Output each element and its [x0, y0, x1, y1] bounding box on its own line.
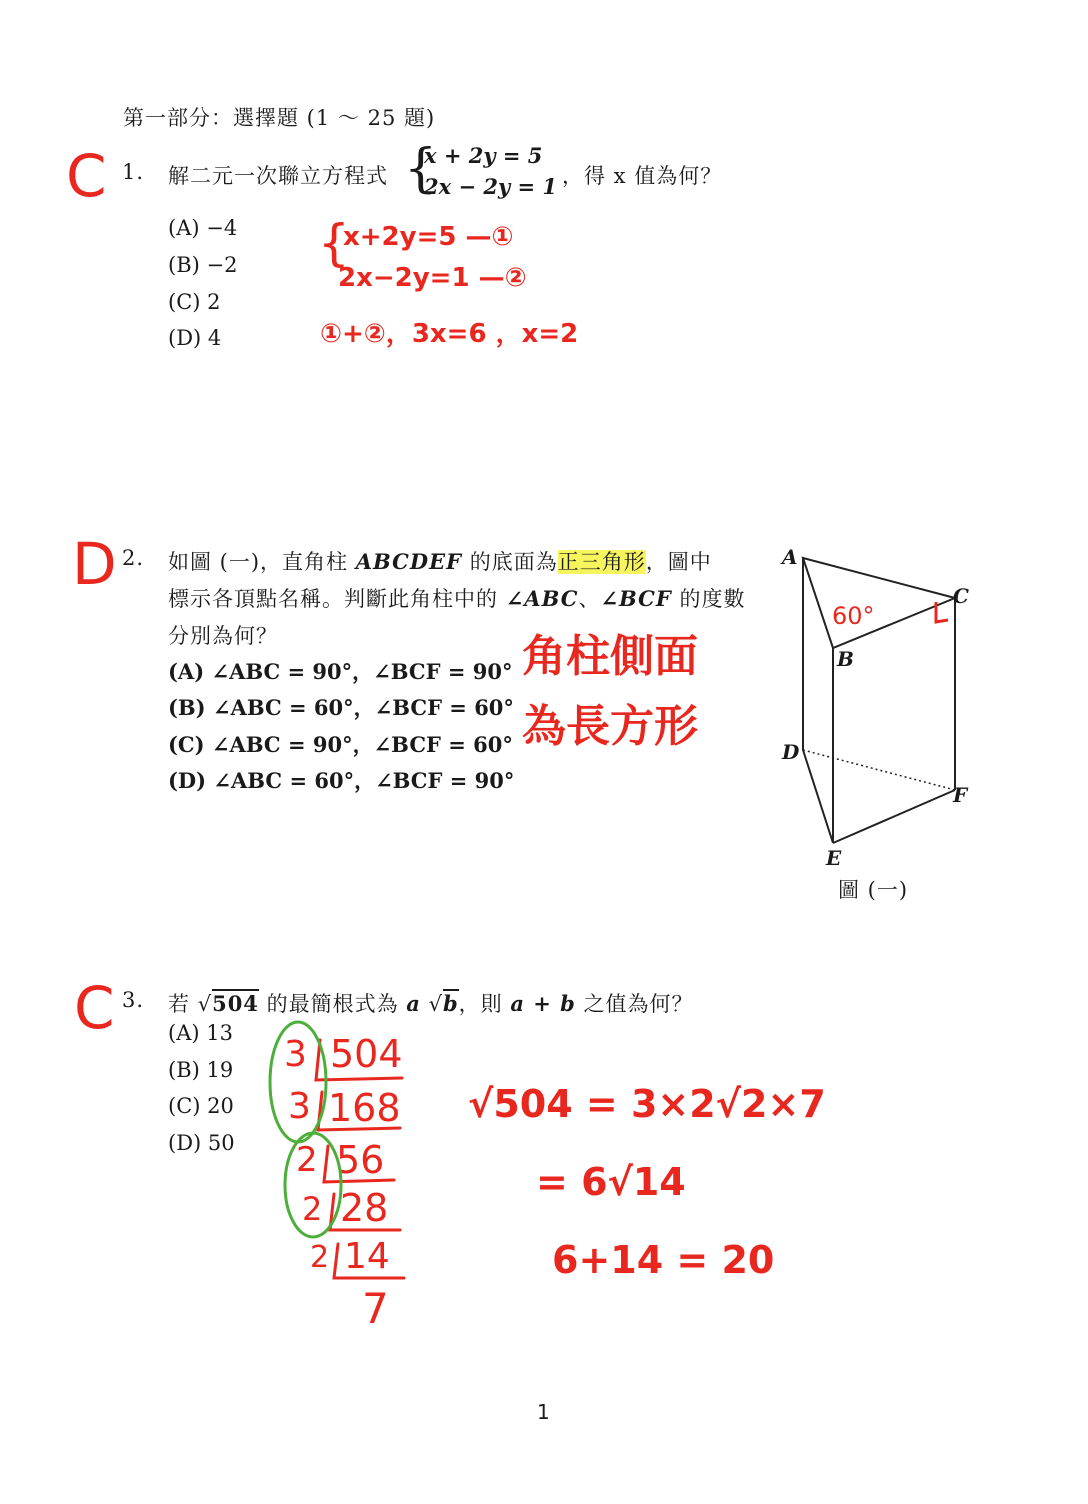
q3-option-d[interactable]: (D) 50 [168, 1131, 235, 1155]
q1-grade-mark: C [66, 142, 107, 210]
vertex-f: F [953, 783, 968, 807]
vertex-d: D [782, 740, 800, 764]
division-result: 7 [362, 1284, 389, 1333]
q3-grade-mark: C [74, 974, 115, 1042]
q2-option-d[interactable]: (D) ∠ABC = 60°，∠BCF = 90° [168, 768, 515, 793]
division-dividend-3: 56 [336, 1138, 385, 1182]
sqrt-symbol: √ [197, 992, 213, 1016]
q2-stem-1c: 的底面為 [462, 550, 558, 574]
q2-prism-name: ABCDEF [355, 549, 463, 574]
q2-note-line-2: 為長方形 [522, 701, 698, 752]
q2-option-c[interactable]: (C) ∠ABC = 90°，∠BCF = 60° [168, 732, 513, 757]
q1-number: 1. [122, 160, 145, 184]
q1-work-line-3: ①+②，3x=6 ，x=2 [320, 319, 579, 349]
vertex-b: B [837, 647, 854, 671]
q2-stem-1d: ，圖中 [645, 550, 712, 574]
q3-work-line-3: 6+14 = 20 [552, 1238, 775, 1282]
q1-option-a[interactable]: (A) −4 [168, 216, 238, 240]
q3-stem-g: 之值為何？ [575, 992, 694, 1016]
division-dividend-2: 168 [328, 1086, 401, 1130]
division-dividend-5: 14 [344, 1236, 390, 1277]
division-divisor-5: 2 [310, 1240, 330, 1275]
q2-number: 2. [122, 546, 145, 570]
q3-option-a[interactable]: (A) 13 [168, 1021, 233, 1045]
q1-stem-end: ，得 x 值為何？ [562, 164, 723, 188]
q3-option-b[interactable]: (B) 19 [168, 1058, 234, 1082]
q2-stem-2c: 、 [578, 587, 601, 611]
q3-stem-b: 的最簡根式為 [258, 992, 407, 1016]
q3-option-c[interactable]: (C) 20 [168, 1094, 234, 1118]
division-divisor-1: 3 [284, 1034, 307, 1075]
q3-var-b: b [442, 991, 459, 1016]
sqrt-symbol-2: √ [428, 992, 443, 1016]
q1-option-b[interactable]: (B) −2 [168, 253, 238, 277]
vertex-a: A [782, 545, 798, 569]
q1-equation-1: x + 2y = 5 [424, 143, 543, 168]
q2-note-line-1: 角柱側面 [522, 631, 698, 682]
q2-option-a[interactable]: (A) ∠ABC = 90°，∠BCF = 90° [168, 659, 513, 684]
q2-highlight: 正三角形 [557, 550, 646, 574]
q3-work-line-2: = 6√14 [536, 1160, 686, 1204]
page-number: 1 [537, 1400, 550, 1424]
q3-sum: a + b [510, 991, 576, 1016]
section-title: 第一部分：選擇題 (1 ～ 25 題) [123, 106, 436, 130]
q1-stem: 解二元一次聯立方程式 [168, 164, 388, 188]
q1-work-brace: { [318, 214, 350, 272]
q2-stem-2a: 標示各頂點名稱。判斷此角柱中的 [168, 587, 506, 611]
q3-work-line-1: √504 = 3×2√2×7 [468, 1082, 826, 1126]
q1-option-c[interactable]: (C) 2 [168, 290, 221, 314]
division-dividend-4: 28 [340, 1186, 389, 1230]
figure-caption: 圖 (一) [838, 878, 909, 902]
q2-option-b[interactable]: (B) ∠ABC = 60°，∠BCF = 60° [168, 695, 514, 720]
q2-grade-mark: D [72, 530, 117, 598]
q2-angle-note: 60° [832, 602, 875, 630]
q3-var-a: a [406, 991, 421, 1016]
q1-system-brace: { [404, 139, 438, 199]
q2-stem-line-3: 分別為何？ [168, 624, 278, 648]
q3-stem-e: ，則 [458, 992, 511, 1016]
q2-angle-abc: ∠ABC [505, 586, 579, 611]
q2-angle-bcf: ∠BCF [600, 586, 672, 611]
q3-number: 3. [122, 988, 145, 1012]
vertex-c: C [953, 584, 969, 608]
q1-work-line-2: 2x−2y=1 —② [338, 263, 527, 293]
division-divisor-3: 2 [296, 1140, 318, 1180]
q3-stem-a: 若 [168, 992, 198, 1016]
vertex-e: E [826, 846, 842, 870]
division-divisor-2: 3 [288, 1086, 311, 1127]
q1-work-line-1: x+2y=5 —① [343, 222, 514, 252]
q1-option-d[interactable]: (D) 4 [168, 326, 222, 350]
q2-stem-2e: 的度數 [671, 587, 746, 611]
q3-radicand: 504 [212, 991, 259, 1016]
q2-stem-1a: 如圖 (一)，直角柱 [168, 550, 356, 574]
division-dividend-1: 504 [330, 1032, 403, 1076]
division-divisor-4: 2 [302, 1190, 323, 1228]
q1-equation-2: 2x − 2y = 1 [424, 174, 557, 199]
